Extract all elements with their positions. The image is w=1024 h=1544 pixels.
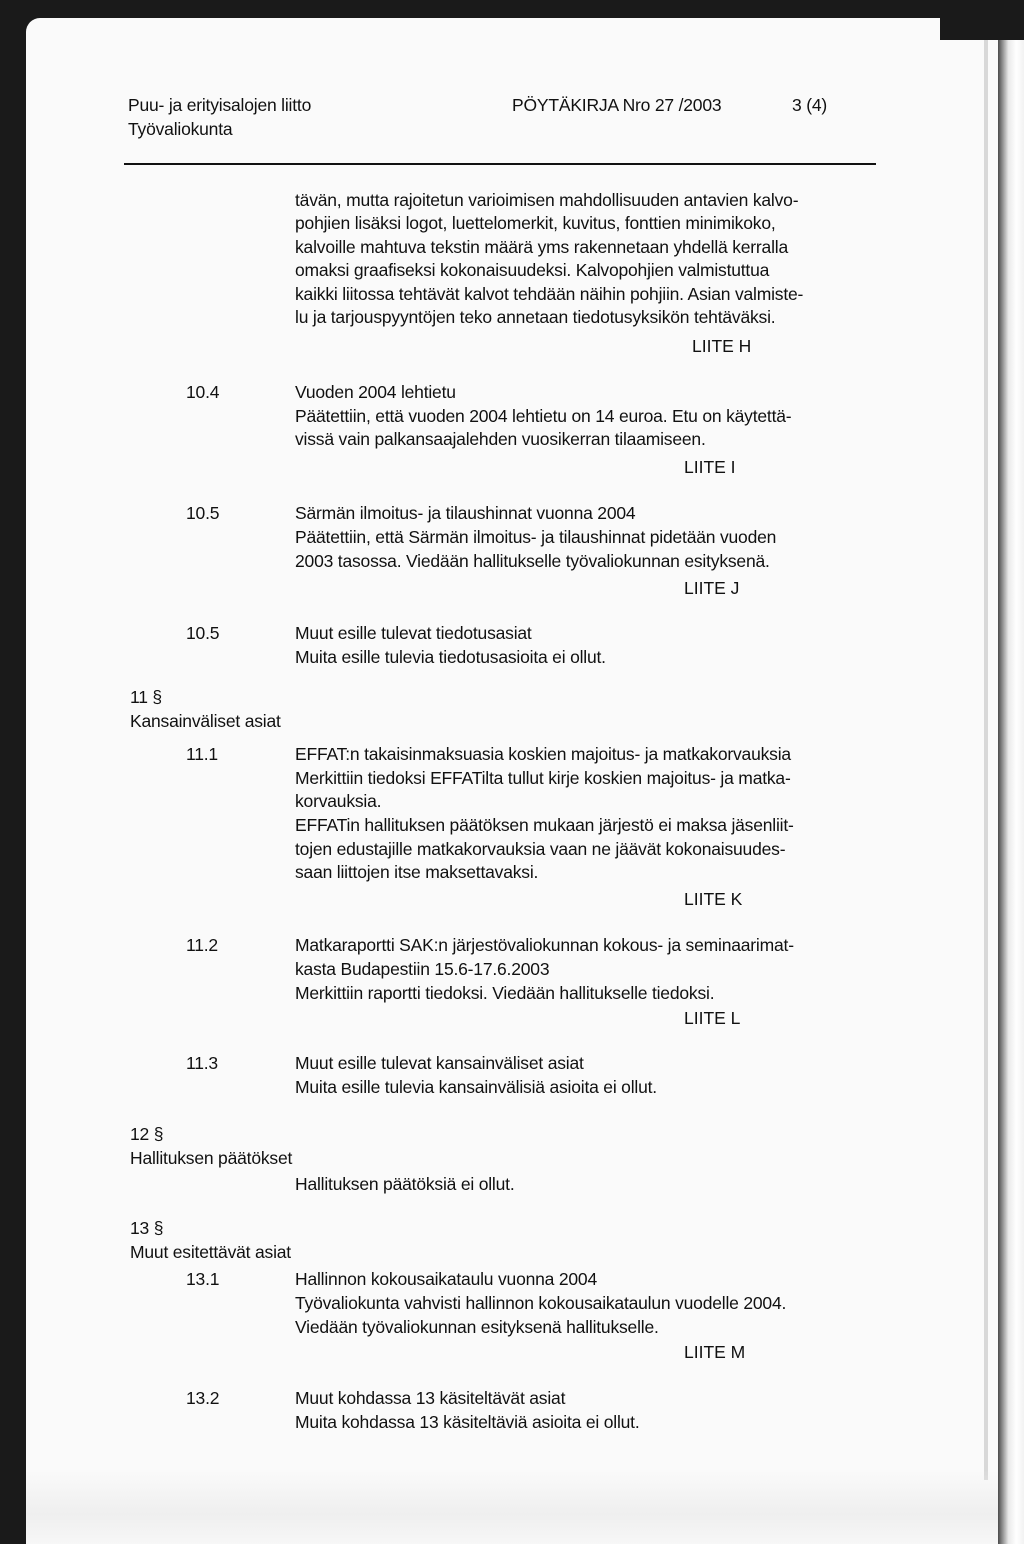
item-line: Päätettiin, että vuoden 2004 lehtietu on 14 euroa. Etu on käytettä- — [295, 406, 792, 426]
page-edge-shadow — [984, 40, 988, 1480]
item-line: vissä vain palkansaajalehden vuosikerran tilaamiseen. — [295, 429, 706, 449]
intro-line: omaksi graafiseksi kokonaisuudeksi. Kalvopohjien valmistuttua — [295, 260, 770, 280]
header-committee: Työvaliokunta — [128, 119, 233, 139]
section-mark: 13 § — [130, 1218, 164, 1238]
item-line: saan liittojen itse maksettavaksi. — [295, 862, 539, 882]
header-page-number: 3 (4) — [792, 95, 827, 115]
item-line: Muita kohdassa 13 käsiteltäviä asioita ei ollut. — [295, 1412, 640, 1432]
item-title: Muut esille tulevat kansainväliset asiat — [295, 1053, 584, 1073]
item-line: kasta Budapestiin 15.6-17.6.2003 — [295, 959, 550, 979]
item-line: 2003 tasossa. Viedään hallitukselle työvaliokunnan esityksenä. — [295, 551, 770, 571]
liite-label: LIITE L — [684, 1008, 741, 1028]
item-line: Työvaliokunta vahvisti hallinnon kokousaikataulun vuodelle 2004. — [295, 1293, 787, 1313]
header-doc-title: PÖYTÄKIRJA Nro 27 /2003 — [512, 95, 722, 115]
scan-corner — [940, 0, 1024, 40]
section-title: Kansainväliset asiat — [130, 711, 281, 731]
header-rule — [124, 163, 876, 165]
item-title: Muut esille tulevat tiedotusasiat — [295, 623, 532, 643]
item-number: 11.2 — [186, 935, 218, 955]
item-line: korvauksia. — [295, 791, 382, 811]
item-number: 11.3 — [186, 1053, 218, 1073]
section-text: Hallituksen päätöksiä ei ollut. — [295, 1174, 515, 1194]
intro-line: pohjien lisäksi logot, luettelomerkit, kuvitus, fonttien minimikoko, — [295, 213, 776, 233]
item-number: 13.1 — [186, 1269, 220, 1289]
liite-label: LIITE K — [684, 889, 743, 909]
item-line: Muita esille tulevia kansainvälisiä asioita ei ollut. — [295, 1077, 657, 1097]
section-title: Muut esitettävät asiat — [130, 1242, 291, 1262]
item-title: Särmän ilmoitus- ja tilaushinnat vuonna 2004 — [295, 503, 636, 523]
item-line: Merkittiin raportti tiedoksi. Viedään hallitukselle tiedoksi. — [295, 983, 715, 1003]
item-line: tojen edustajille matkakorvauksia vaan ne jäävät kokonaisuudes- — [295, 839, 786, 859]
item-line: Muita esille tulevia tiedotusasioita ei ollut. — [295, 647, 606, 667]
section-title: Hallituksen päätökset — [130, 1148, 293, 1168]
item-title: Matkaraportti SAK:n järjestövaliokunnan kokous- ja seminaarimat- — [295, 935, 794, 955]
item-number: 11.1 — [186, 744, 218, 764]
item-number: 13.2 — [186, 1388, 220, 1408]
item-line: Merkittiin tiedoksi EFFATilta tullut kirje koskien majoitus- ja matka- — [295, 768, 791, 788]
liite-label: LIITE H — [692, 336, 752, 356]
section-mark: 11 § — [130, 687, 162, 707]
header-organization: Puu- ja erityisalojen liitto — [128, 95, 312, 115]
liite-label: LIITE M — [684, 1342, 746, 1362]
intro-line: kaikki liitossa tehtävät kalvot tehdään näihin pohjiin. Asian valmiste- — [295, 284, 804, 304]
item-title: EFFAT:n takaisinmaksuasia koskien majoitus- ja matkakorvauksia — [295, 744, 791, 764]
item-title: Vuoden 2004 lehtietu — [295, 382, 456, 402]
liite-label: LIITE J — [684, 578, 740, 598]
item-number: 10.5 — [186, 623, 220, 643]
item-title: Muut kohdassa 13 käsiteltävät asiat — [295, 1388, 566, 1408]
item-title: Hallinnon kokousaikataulu vuonna 2004 — [295, 1269, 597, 1289]
item-line: EFFATin hallituksen päätöksen mukaan järjestö ei maksa jäsenliit- — [295, 815, 794, 835]
item-number: 10.4 — [186, 382, 220, 402]
intro-line: kalvoille mahtuva tekstin määrä yms rakennetaan yhdellä kerralla — [295, 237, 788, 257]
intro-line: lu ja tarjouspyyntöjen teko annetaan tiedotusyksikön tehtäväksi. — [295, 307, 776, 327]
scan-edge — [998, 0, 1024, 1544]
page-bottom-shade — [26, 1470, 998, 1544]
intro-line: tävän, mutta rajoitetun varioimisen mahdollisuuden antavien kalvo- — [295, 190, 799, 210]
item-line: Päätettiin, että Särmän ilmoitus- ja tilaushinnat pidetään vuoden — [295, 527, 777, 547]
item-line: Viedään työvaliokunnan esityksenä hallitukselle. — [295, 1317, 659, 1337]
item-number: 10.5 — [186, 503, 220, 523]
liite-label: LIITE I — [684, 457, 736, 477]
section-mark: 12 § — [130, 1124, 164, 1144]
